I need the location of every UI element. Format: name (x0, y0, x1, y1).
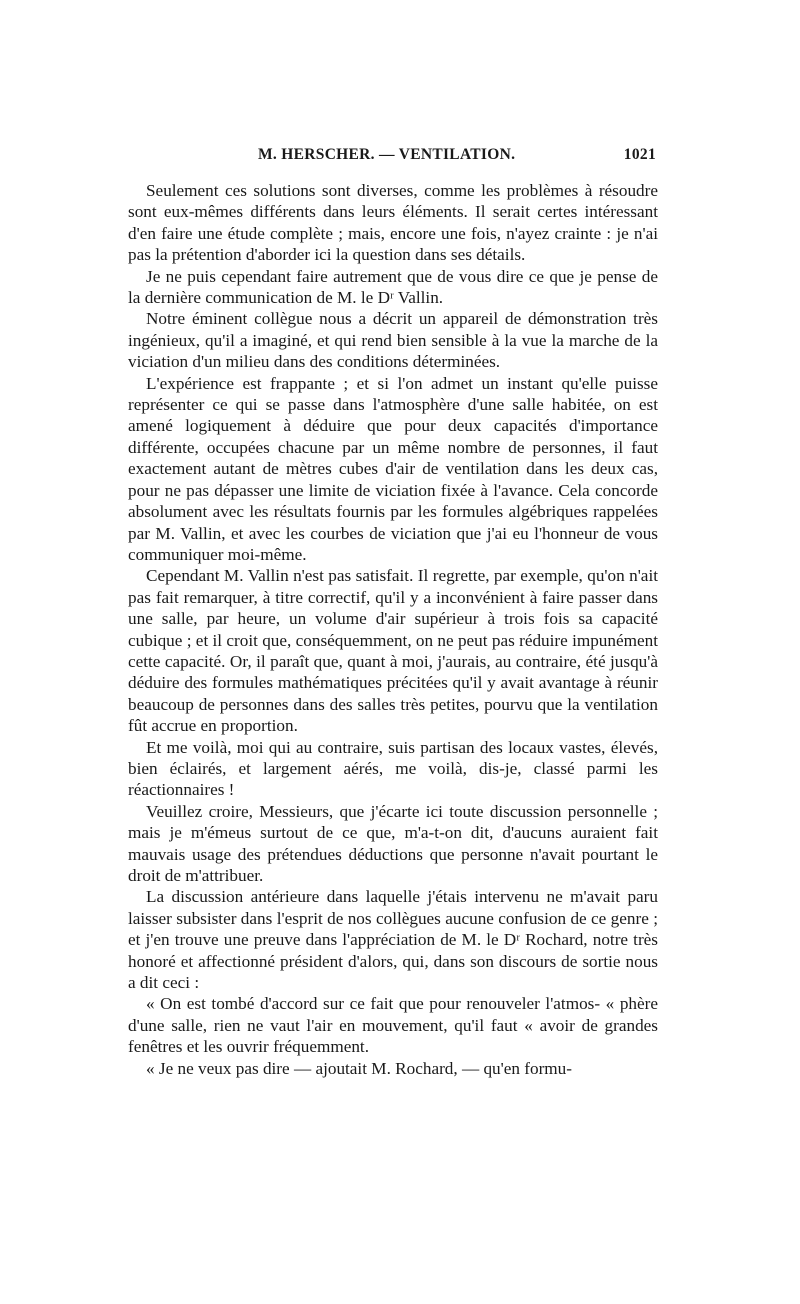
paragraph: Notre éminent collègue nous a décrit un appareil de démonstration très ingénieux, qu'il a imaginé, et qui rend bien sensible à la vue la marche de la viciation d'un milieu dans des conditions déterminées. (128, 309, 658, 372)
paragraph: Seulement ces solutions sont diverses, comme les problèmes à résoudre sont eux-mêmes différents dans leurs éléments. Il serait certes intéressant d'en faire une étude complète ; mais, encore une fois, n'ayez crainte : je n'ai pas la prétention d'aborder ici la question dans ses détails. (128, 181, 658, 265)
paragraph: La discussion antérieure dans laquelle j'étais intervenu ne m'avait paru laisser subsister dans l'esprit de nos collègues aucune confusion de ce genre ; et j'en trouve une preuve dans l'appréciation de M. le Dʳ Rochard, notre très honoré et affectionné président d'alors, qui, dans son discours de sortie nous a dit ceci : (128, 887, 658, 993)
paragraph: Cependant M. Vallin n'est pas satisfait. Il regrette, par exemple, qu'on n'ait pas fait remarquer, à titre correctif, qu'il y a inconvénient à faire passer dans une salle, par heure, un volume d'air supérieur à trois fois sa capacité cubique ; et il croit que, conséquemment, on ne peut pas réduire impunément cette capacité. Or, il paraît que, quant à moi, j'aurais, au contraire, été jusqu'à déduire des formules mathématiques précitées qu'il y avait avantage à réunir beaucoup de personnes dans des salles très petites, pourvu que la ventilation fût accrue en proportion. (128, 566, 658, 736)
paragraph: Je ne puis cependant faire autrement que de vous dire ce que je pense de la dernière communication de M. le Dʳ Vallin. (128, 266, 658, 308)
body-text (128, 180, 658, 1079)
book-page (128, 146, 658, 1079)
page-number: 1021 (623, 146, 656, 163)
running-header (128, 146, 658, 172)
paragraph: Et me voilà, moi qui au contraire, suis partisan des locaux vastes, élevés, bien éclairés, et largement aérés, me voilà, dis-je, classé parmi les réactionnaires ! (128, 737, 658, 800)
quotation: « Je ne veux pas dire — ajoutait M. Rochard, — qu'en formu- (146, 1058, 572, 1078)
running-title: M. HERSCHER. — VENTILATION. (258, 146, 516, 163)
quotation: « On est tombé d'accord sur ce fait que pour renouveler l'atmos- « phère d'une salle, rien ne vaut l'air en mouvement, qu'il faut « avoir de grandes fenêtres et les ouvrir fréquemment. (128, 994, 658, 1057)
paragraph: L'expérience est frappante ; et si l'on admet un instant qu'elle puisse représenter ce qui se passe dans l'atmosphère d'une salle habitée, on est amené logiquement à déduire que pour deux capacités d'importance différente, occupées chacune par un même nombre de personnes, il faut exactement autant de mètres cubes d'air de ventilation dans les deux cas, pour ne pas dépasser une limite de viciation fixée à l'avance. Cela concorde absolument avec les résultats fournis par les formules algébriques rappelées par M. Vallin, et avec les courbes de viciation que j'ai eu l'honneur de vous communiquer moi-même. (128, 373, 658, 564)
paragraph: Veuillez croire, Messieurs, que j'écarte ici toute discussion personnelle ; mais je m'émeus surtout de ce que, m'a-t-on dit, d'aucuns auraient fait mauvais usage des prétendues déductions que personne n'avait pourtant le droit de m'attribuer. (128, 801, 658, 885)
